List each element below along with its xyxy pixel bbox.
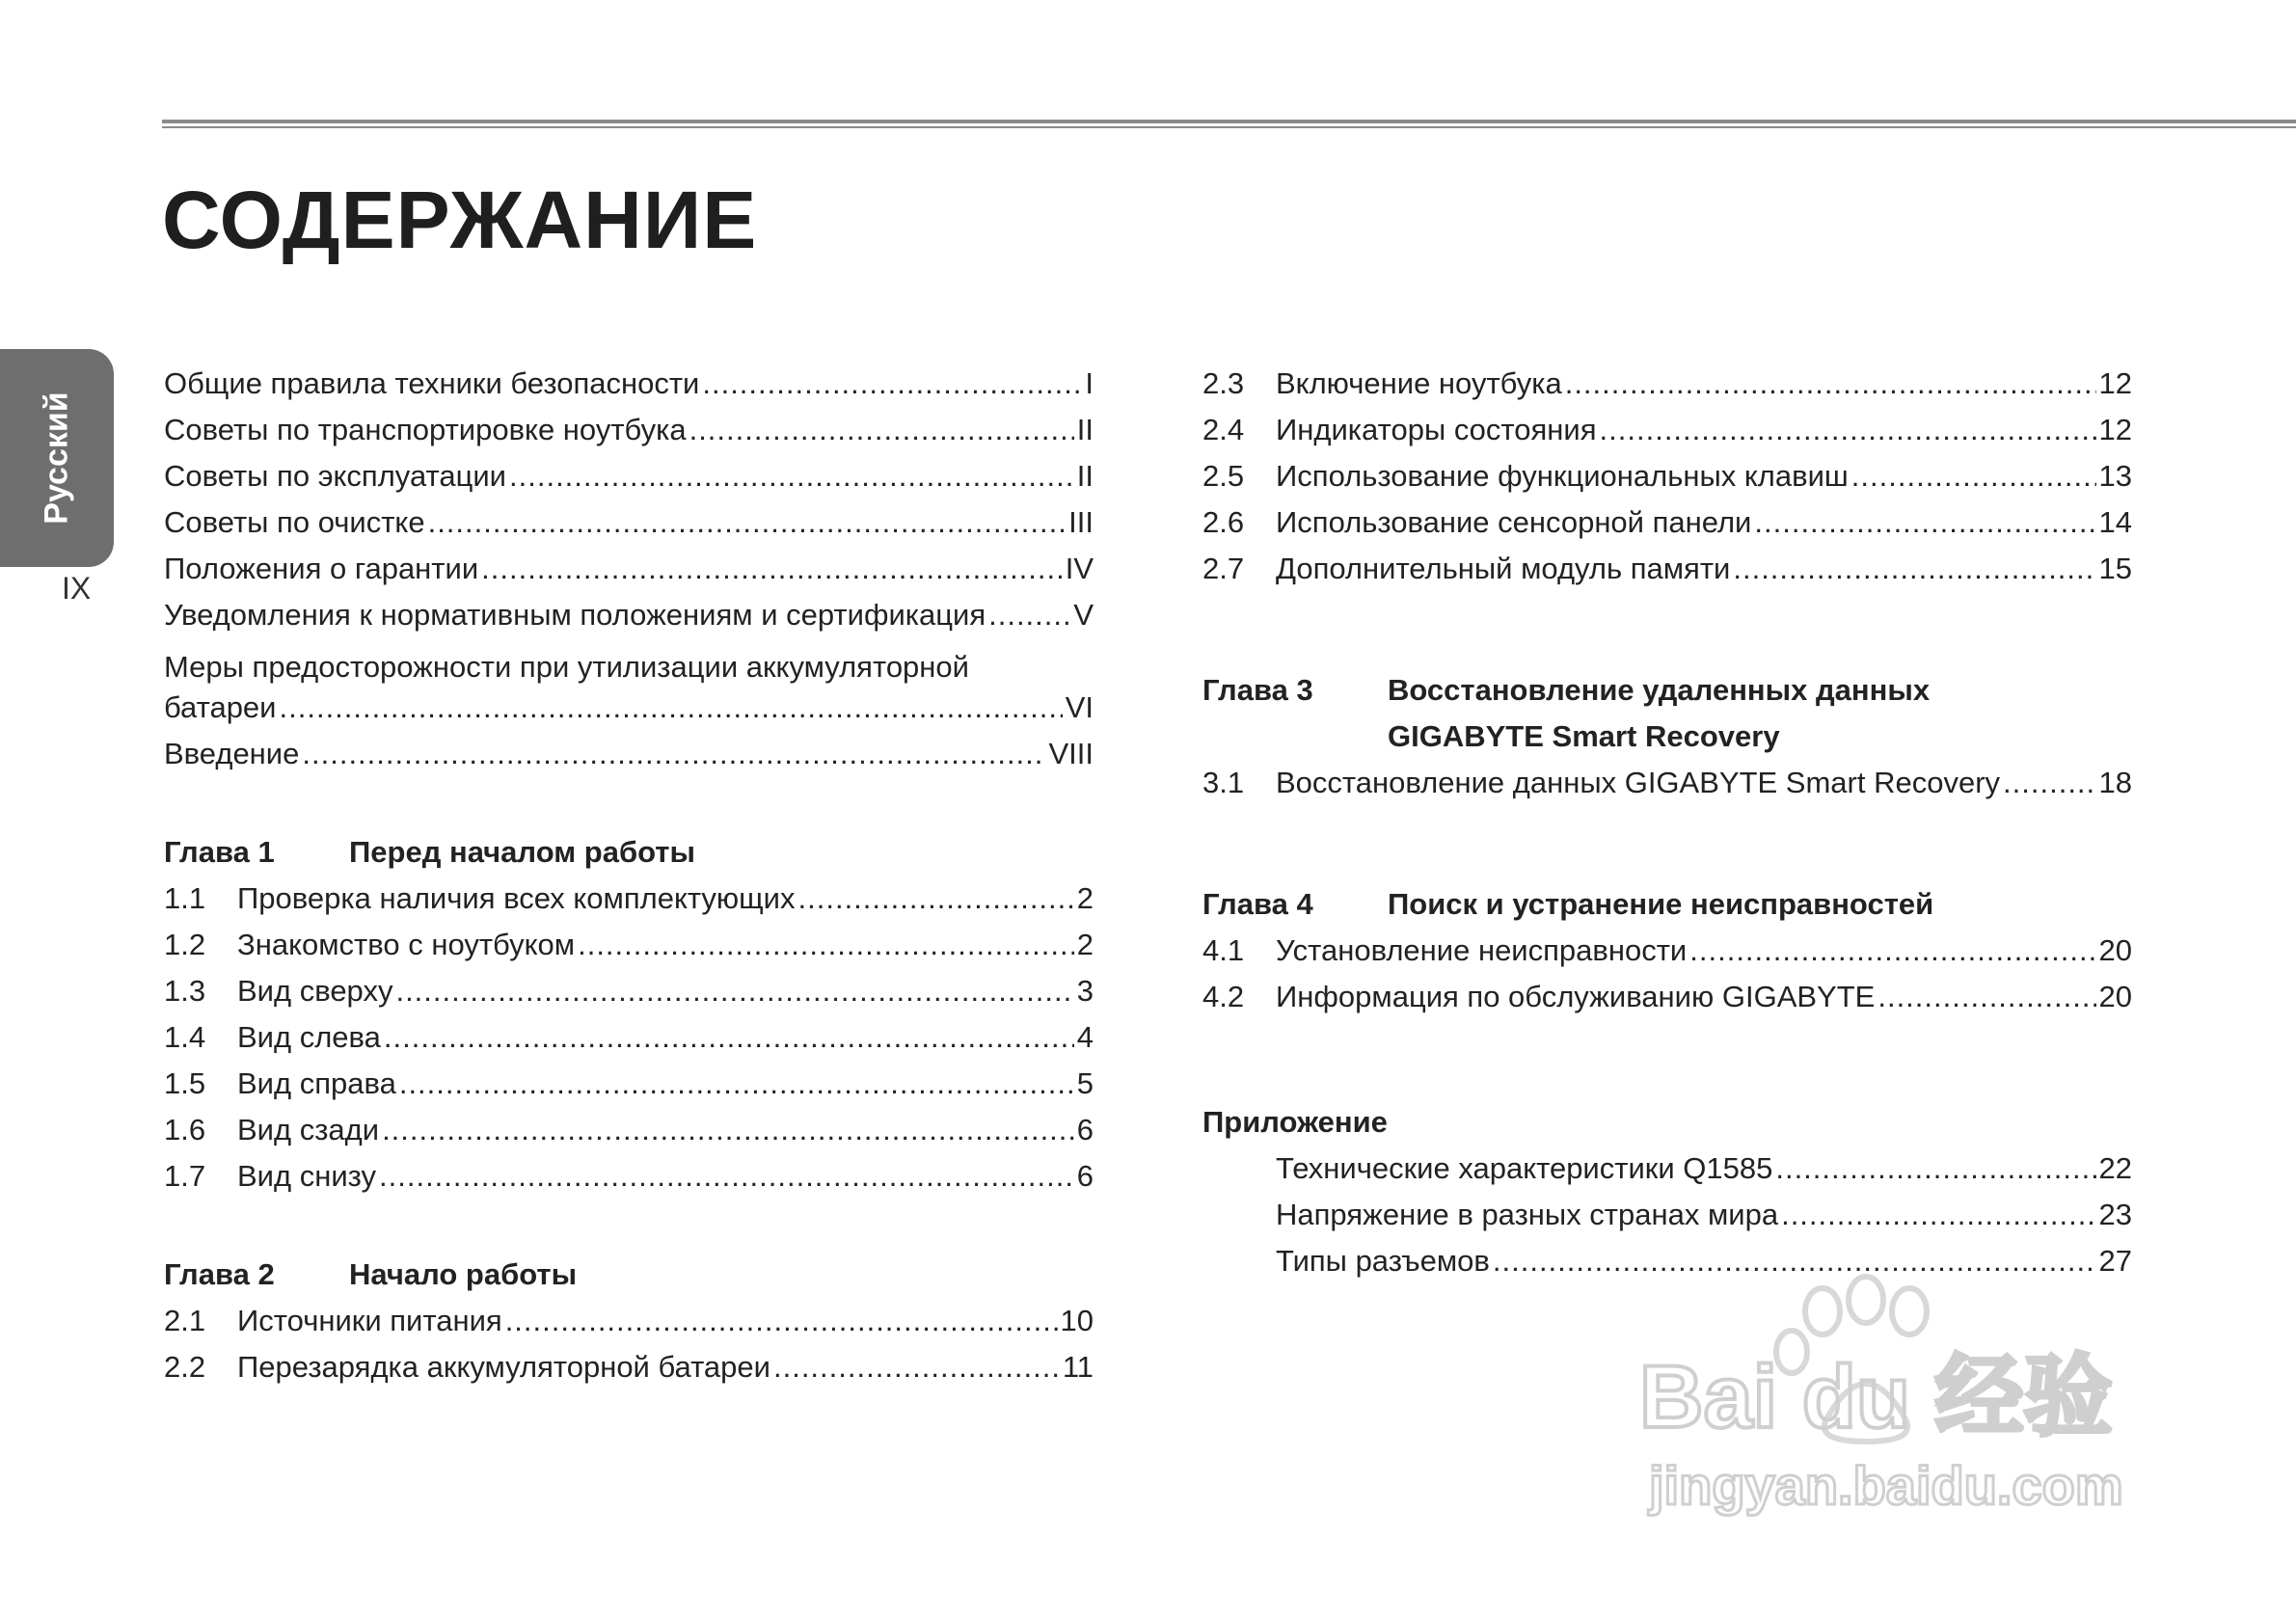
toc-entry[interactable]: 1.2 Знакомство с ноутбуком ..... 2 (164, 928, 1094, 974)
toc-entry[interactable]: 2.2 Перезарядка аккумуляторной батареи ..... 11 (164, 1350, 1094, 1396)
toc-entry[interactable]: 2.7 Дополнительный модуль памяти ..... 15 (1202, 552, 2132, 598)
language-tab (0, 349, 114, 567)
toc-entry[interactable]: Положения о гарантии ..... IV (164, 552, 1094, 598)
toc-entry-line1[interactable]: Меры предосторожности при утилизации аккумуляторной (164, 650, 969, 684)
toc-entry[interactable]: Типы разъемов ..... 27 (1202, 1244, 2132, 1290)
paw-pad-icon (1849, 1277, 1883, 1323)
toc-entry[interactable]: 2.6 Использование сенсорной панели ..... 14 (1202, 505, 2132, 552)
chapter-heading-cont[interactable]: GIGABYTE Smart Recovery (1388, 719, 1780, 753)
language-tab-label: Русский (38, 391, 75, 525)
toc-entry[interactable]: 4.1 Установление неисправности ..... 20 (1202, 933, 2132, 980)
toc-entry[interactable]: 1.6 Вид сзади ..... 6 (164, 1113, 1094, 1159)
toc-entry[interactable]: 1.7 Вид снизу ..... 6 (164, 1159, 1094, 1205)
toc-entry[interactable]: 2.3 Включение ноутбука ..... 12 (1202, 366, 2132, 413)
toc-entry[interactable]: Советы по очистке ..... III (164, 505, 1094, 552)
toc-entry[interactable]: Советы по эксплуатации ..... II (164, 459, 1094, 505)
baidu-watermark (1630, 1273, 2170, 1524)
toc-entry[interactable]: 1.1 Проверка наличия всех комплектующих ..... 2 (164, 881, 1094, 928)
paw-pad-icon (1892, 1288, 1927, 1335)
toc-entry[interactable]: Введение ..... VIII (164, 737, 1094, 783)
top-rule-thin (162, 126, 2296, 128)
page-number: IX (62, 571, 92, 606)
toc-entry[interactable]: 3.1 Восстановление данных GIGABYTE Smart Recovery ..... 18 (1202, 766, 2132, 812)
toc-entry[interactable]: 1.5 Вид справа ..... 5 (164, 1066, 1094, 1113)
watermark-brand: Bai du 经验 (1639, 1348, 2113, 1446)
chapter-heading[interactable]: Глава 4 Поиск и устранение неисправностей (1202, 887, 1934, 921)
toc-entry[interactable]: 4.2 Информация по обслуживанию GIGABYTE ..... 20 (1202, 980, 2132, 1026)
page-title: СОДЕРЖАНИЕ (162, 175, 758, 265)
chapter-heading[interactable]: Глава 1 Перед началом работы (164, 835, 695, 869)
chapter-heading[interactable]: Глава 3 Восстановление удаленных данных (1202, 673, 1931, 707)
toc-entry[interactable]: 2.4 Индикаторы состояния ..... 12 (1202, 413, 2132, 459)
toc-entry[interactable]: 1.4 Вид слева ..... 4 (164, 1020, 1094, 1066)
toc-left-column (164, 366, 1094, 1396)
toc-entry[interactable]: Общие правила техники безопасности ..... I (164, 366, 1094, 413)
chapter-heading[interactable]: Глава 2 Начало работы (164, 1257, 578, 1291)
toc-entry[interactable]: Технические характеристики Q1585 ..... 22 (1202, 1151, 2132, 1198)
toc-entry[interactable]: 2.1 Источники питания ..... 10 (164, 1304, 1094, 1350)
toc-entry[interactable]: 2.5 Использование функциональных клавиш ..... 13 (1202, 459, 2132, 505)
appendix-heading[interactable]: Приложение (1202, 1105, 1388, 1139)
toc-entry[interactable]: Советы по транспортировке ноутбука ..... II (164, 413, 1094, 459)
paw-pad-icon (1805, 1288, 1840, 1335)
toc-entry[interactable]: 1.3 Вид сверху ..... 3 (164, 974, 1094, 1020)
toc-right-column (1202, 366, 2132, 1290)
watermark-url: jingyan.baidu.com (1649, 1455, 2123, 1516)
top-rule (162, 120, 2296, 123)
toc-entry[interactable]: Уведомления к нормативным положениям и сертификация ..... V (164, 598, 1094, 644)
toc-entry[interactable]: Напряжение в разных странах мира ..... 23 (1202, 1198, 2132, 1244)
toc-entry[interactable]: батареи ..... VI (164, 690, 1094, 737)
